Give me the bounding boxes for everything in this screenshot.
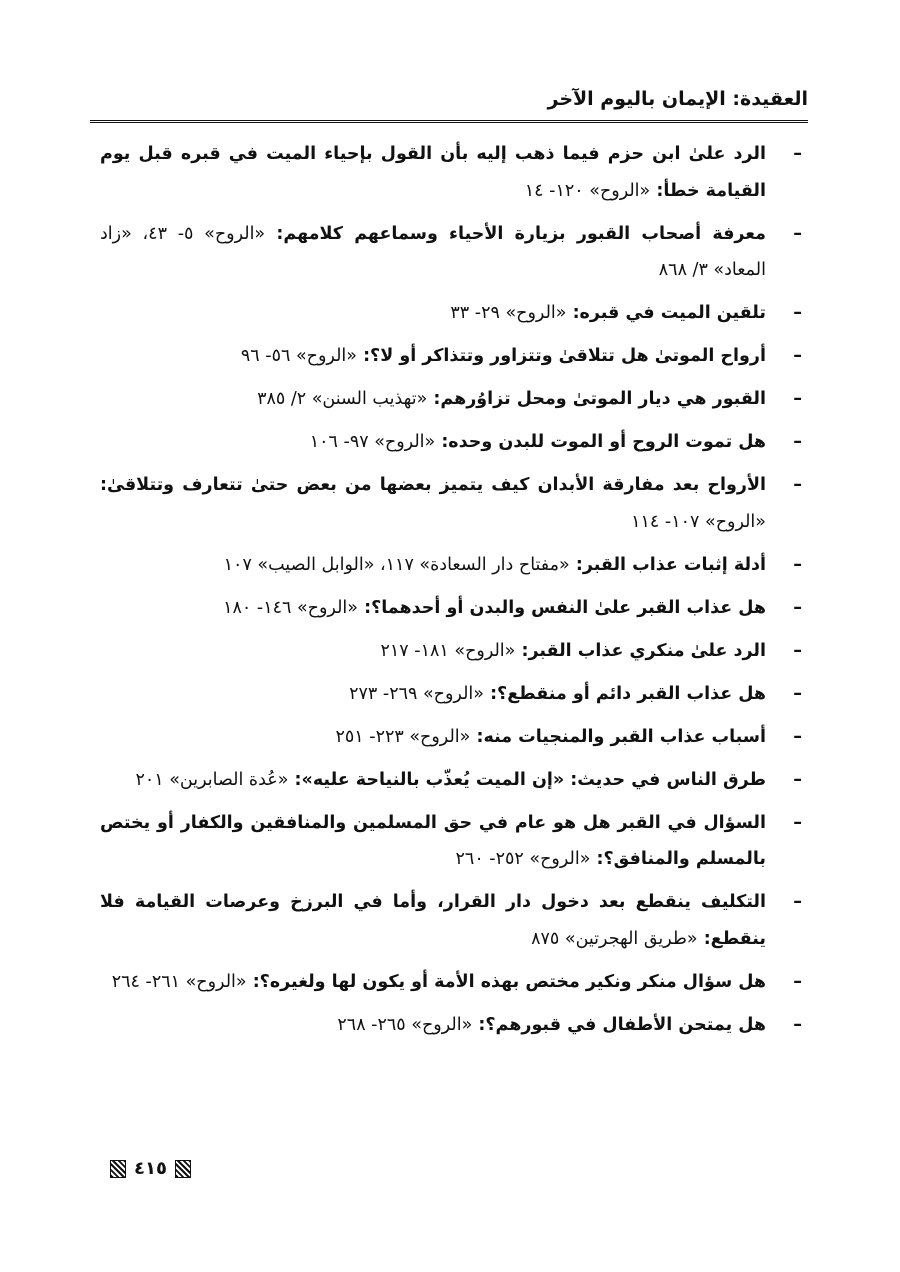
entry-text: طرق الناس في حديث: «إن الميت يُعذّب بالنياحة عليه»:	[294, 769, 766, 790]
entry-text: السؤال في القبر هل هو عام في حق المسلمين والمنافقين والكفار أو يختص بالمسلم والمنافق؟:	[100, 812, 766, 869]
entry-reference: «الروح» ١٢٠- ١٤	[524, 180, 651, 201]
header-title: العقيدة: الإيمان باليوم الآخر	[547, 88, 808, 110]
entry-text: هل عذاب القبر علىٰ النفس والبدن أو أحدهما؟:	[364, 597, 766, 618]
entry-reference: «الروح» ٢٩- ٣٣	[450, 303, 567, 323]
index-entry: – الأرواح بعد مفارقة الأبدان كيف يتميز بعضها من بعض حتىٰ تتعارف وتتلاقىٰ: «الروح» ١٠٧- ١١٤	[100, 475, 802, 532]
entry-reference: «عُدة الصابرين» ٢٠١	[135, 769, 289, 790]
entry-text: الرد علىٰ منكري عذاب القبر:	[521, 640, 766, 661]
entry-text: هل تموت الروح أو الموت للبدن وحده:	[441, 432, 766, 452]
entry-text: هل سؤال منكر ونكير مختص بهذه الأمة أو يكون لها ولغيره؟:	[252, 971, 766, 992]
index-entry: – القبور هي ديار الموتىٰ ومحل تزاوُرهم: «تهذيب السنن» ٢/ ٣٨٥	[257, 389, 802, 409]
entry-text: أسباب عذاب القبر والمنجيات منه:	[476, 726, 766, 747]
index-entry: – هل عذاب القبر علىٰ النفس والبدن أو أحدهما؟: «الروح» ١٤٦- ١٨٠	[223, 597, 802, 618]
entry-text: تلقين الميت في قبره:	[572, 303, 766, 323]
entry-text: أدلة إثبات عذاب القبر:	[575, 554, 766, 575]
entry-reference: «الروح» ٢٢٣- ٢٥١	[335, 726, 471, 747]
index-entry: – التكليف ينقطع بعد دخول دار القرار، وأما في البرزخ وعرصات القيامة فلا ينقطع: «طريق الهجرتين» ٨٧٥	[100, 892, 802, 949]
entry-text: معرفة أصحاب القبور بزيارة الأحياء وسماعهم كلامهم:	[276, 223, 767, 244]
index-entry: – الرد علىٰ منكري عذاب القبر: «الروح» ١٨١- ٢١٧	[380, 640, 802, 661]
running-header	[90, 84, 808, 123]
page-number: ٤١٥	[134, 1158, 167, 1179]
index-entry: – هل يمتحن الأطفال في قبورهم؟: «الروح» ٢٦٥- ٢٦٨	[337, 1014, 802, 1035]
index-entry: – هل سؤال منكر ونكير مختص بهذه الأمة أو يكون لها ولغيره؟: «الروح» ٢٦١- ٢٦٤	[111, 971, 802, 992]
entry-reference: «طريق الهجرتين» ٨٧٥	[531, 928, 698, 949]
index-entry: – أدلة إثبات عذاب القبر: «مفتاح دار السعادة» ١١٧، «الوابل الصيب» ١٠٧	[223, 554, 802, 575]
entry-reference: «الروح» ٢٦٥- ٢٦٨	[337, 1014, 473, 1035]
entry-reference: «الروح» ٩٧- ١٠٦	[309, 432, 436, 452]
entry-reference: «الروح» ٢٦٩- ٢٧٣	[349, 683, 484, 704]
entry-text: التكليف ينقطع بعد دخول دار القرار، وأما في البرزخ وعرصات القيامة فلا ينقطع:	[100, 892, 766, 949]
entry-text: أرواح الموتىٰ هل تتلاقىٰ وتتزاور وتتذاكر أو لا؟:	[363, 346, 766, 366]
entry-reference: «الروح» ١٠٧- ١١٤	[631, 511, 766, 532]
entry-reference: «الروح» ٥٦- ٩٦	[240, 346, 357, 366]
entry-text: القبور هي ديار الموتىٰ ومحل تزاوُرهم:	[433, 389, 766, 409]
index-entry: – هل تموت الروح أو الموت للبدن وحده: «الروح» ٩٧- ١٠٦	[309, 432, 802, 452]
index-entry: – أسباب عذاب القبر والمنجيات منه: «الروح» ٢٢٣- ٢٥١	[335, 726, 802, 747]
entry-text: هل يمتحن الأطفال في قبورهم؟:	[478, 1014, 766, 1035]
page-footer	[110, 1158, 191, 1179]
index-entry: – معرفة أصحاب القبور بزيارة الأحياء وسماعهم كلامهم: «الروح» ٥- ٤٣، «زاد المعاد» ٣/ ٨٦٨	[100, 223, 802, 280]
entry-reference: «الروح» ٢٦١- ٢٦٤	[111, 971, 247, 992]
entry-reference: «الروح» ٥- ٤٣، «زاد المعاد» ٣/ ٨٦٨	[100, 223, 766, 280]
entry-reference: «الروح» ١٤٦- ١٨٠	[223, 597, 358, 618]
entry-text: الرد علىٰ ابن حزم فيما ذهب إليه بأن القول بإحياء الميت في قبره قبل يوم القيامة خطأ:	[100, 144, 766, 201]
entry-text: هل عذاب القبر دائم أو منقطع؟:	[490, 683, 766, 704]
entry-reference: «الروح» ٢٥٢- ٢٦٠	[455, 849, 591, 869]
index-entry: – تلقين الميت في قبره: «الروح» ٢٩- ٣٣	[450, 303, 802, 323]
index-entry: – الرد علىٰ ابن حزم فيما ذهب إليه بأن القول بإحياء الميت في قبره قبل يوم القيامة خطأ: «الروح» ١٢٠- ١٤	[100, 144, 802, 201]
index-entry: – طرق الناس في حديث: «إن الميت يُعذّب بالنياحة عليه»: «عُدة الصابرين» ٢٠١	[135, 769, 802, 790]
index-entry: – أرواح الموتىٰ هل تتلاقىٰ وتتزاور وتتذاكر أو لا؟: «الروح» ٥٦- ٩٦	[240, 346, 802, 366]
ornament-icon	[110, 1160, 126, 1178]
entry-reference: «تهذيب السنن» ٢/ ٣٨٥	[257, 389, 428, 409]
entry-text: الأرواح بعد مفارقة الأبدان كيف يتميز بعضها من بعض حتىٰ تتعارف وتتلاقىٰ:	[100, 475, 766, 495]
ornament-icon	[175, 1160, 191, 1178]
entry-reference: «الروح» ١٨١- ٢١٧	[380, 640, 516, 661]
entry-reference: «مفتاح دار السعادة» ١١٧، «الوابل الصيب» ١٠٧	[223, 554, 570, 575]
index-entries-list	[100, 136, 808, 1050]
index-entry: – هل عذاب القبر دائم أو منقطع؟: «الروح» ٢٦٩- ٢٧٣	[349, 683, 802, 704]
index-entry: – السؤال في القبر هل هو عام في حق المسلمين والمنافقين والكفار أو يختص بالمسلم والمنافق؟: «الروح» ٢٥٢- ٢٦٠	[100, 812, 802, 869]
